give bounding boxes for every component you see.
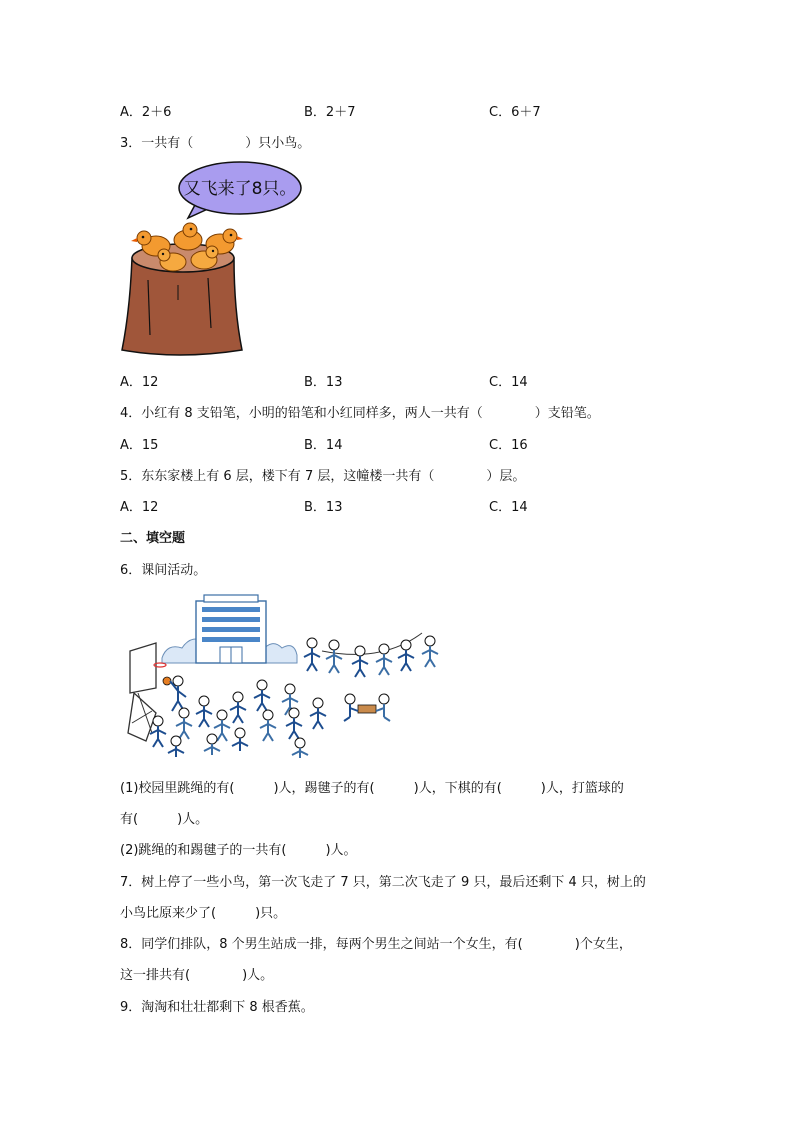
section-title: 二、填空题 [120, 531, 186, 546]
q6-title: 6．课间活动。 [120, 563, 207, 578]
jump-rope-group [304, 636, 438, 677]
school-building-icon [196, 595, 266, 663]
q6-part2: (2)跳绳的和踢毽子的一共有( )人。 [120, 843, 357, 858]
q2-option-a: A．2＋6 [120, 105, 172, 120]
q3-option-a: A．12 [120, 375, 159, 390]
q4-option-c: C．16 [489, 438, 528, 453]
q5-question: 5．东东家楼上有 6 层，楼下有 7 层，这幢楼一共有（ ）层。 [120, 469, 526, 484]
shuttlecock-group [254, 680, 326, 758]
q4-question: 4．小红有 8 支铅笔，小明的铅笔和小红同样多，两人一共有（ ）支铅笔。 [120, 406, 600, 421]
q6-part1-line2: 有( )人。 [120, 812, 209, 827]
children-group [150, 692, 248, 757]
q2-option-b: B．2＋7 [304, 105, 356, 120]
q3-option-b: B．13 [304, 375, 343, 390]
q4-option-b: B．14 [304, 438, 343, 453]
q7-line2: 小鸟比原来少了( )只。 [120, 906, 287, 921]
q4-option-a: A．15 [120, 438, 159, 453]
bird-stump-illustration [118, 160, 328, 358]
bird-icon-2 [174, 223, 202, 250]
q8-line2: 这一排共有( )人。 [120, 968, 274, 983]
q8-line1: 8．同学们排队，8 个男生站成一排，每两个男生之间站一个女生，有( )个女生， [120, 937, 632, 952]
q5-option-c: C．14 [489, 500, 528, 515]
q3-option-c: C．14 [489, 375, 528, 390]
chess-players-group [344, 694, 390, 721]
bubble-text: 又飞来了8只。 [183, 179, 297, 199]
speech-bubble [179, 162, 301, 218]
q2-option-c: C．6＋7 [489, 105, 541, 120]
q6-part1-line1: (1)校园里跳绳的有( )人，踢毽子的有( )人，下棋的有( )人，打篮球的 [120, 781, 624, 796]
q5-option-b: B．13 [304, 500, 343, 515]
playground-illustration [122, 593, 447, 763]
q7-line1: 7．树上停了一些小鸟，第一次飞走了 7 只，第二次飞走了 9 只，最后还剩下 4 只，树上的 [120, 875, 646, 890]
q9-line1: 9．淘淘和壮壮都剩下 8 根香蕉。 [120, 1000, 314, 1015]
q5-option-a: A．12 [120, 500, 159, 515]
q3-question: 3．一共有（ ）只小鸟。 [120, 136, 311, 151]
